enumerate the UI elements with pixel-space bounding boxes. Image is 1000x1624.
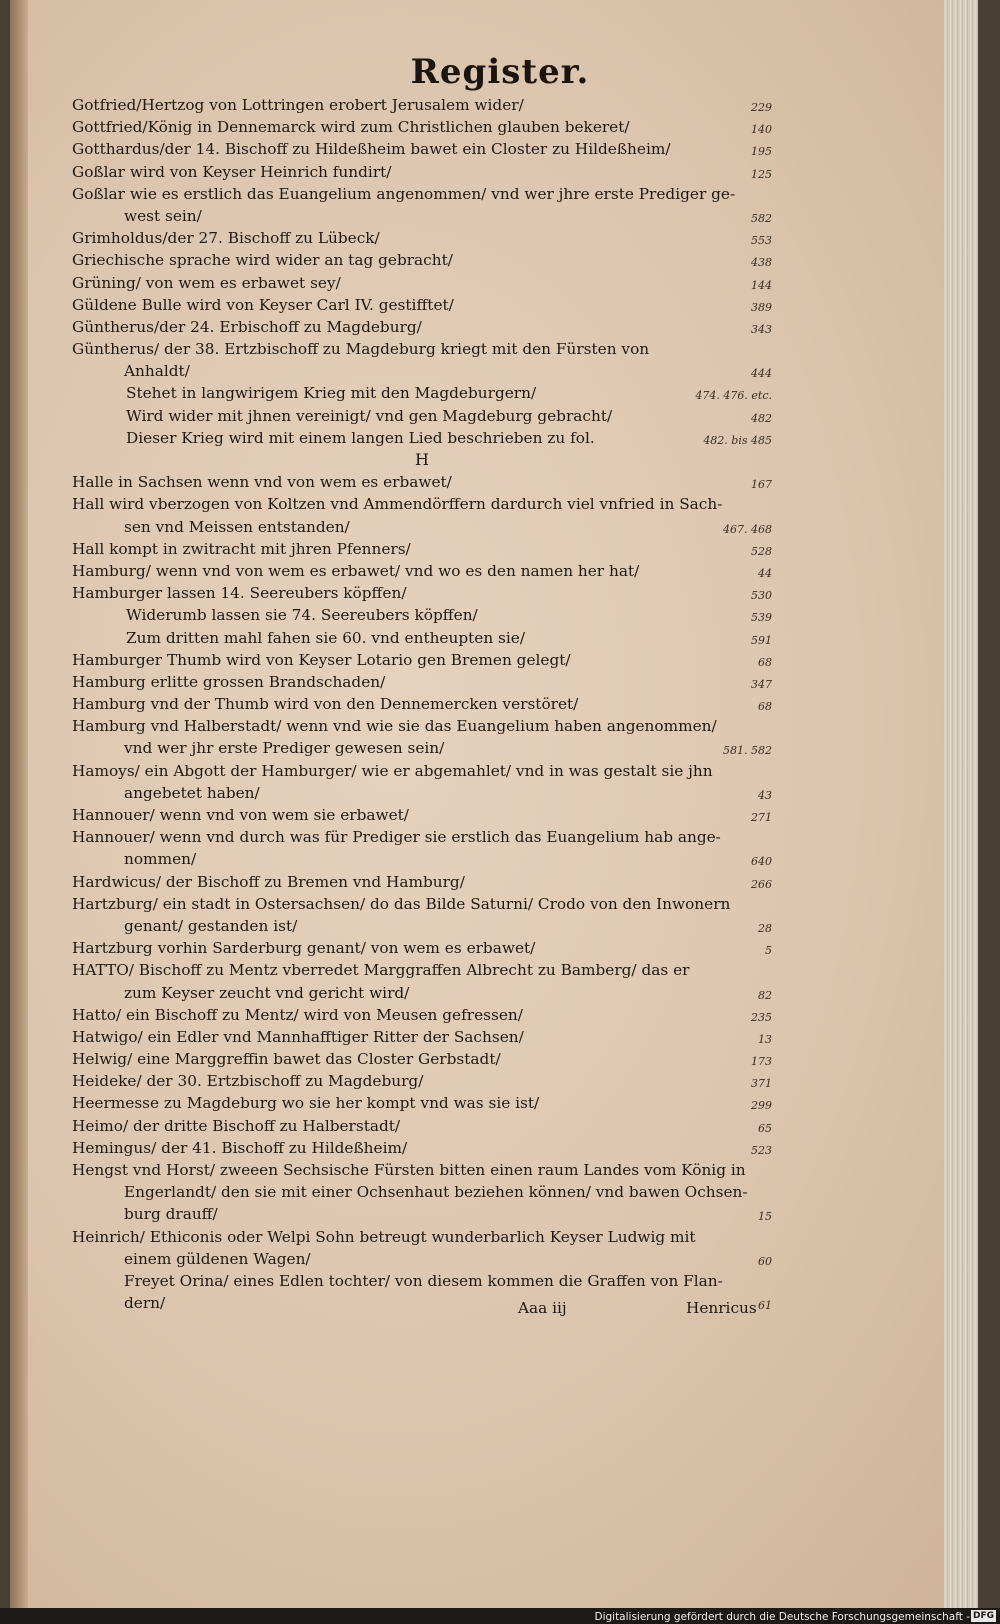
entry-text: Hengst vnd Horst/ zweeen Sechsische Fürsten bitten einen raum Landes vom König in [72,1161,746,1179]
entry-text: Heimo/ der dritte Bischoff zu Halberstadt/ [72,1116,401,1135]
footer-bar [0,1608,1000,1624]
register-entry [72,1248,772,1270]
register-entry [72,116,772,138]
entry-text: Zum dritten mahl fahen sie 60. vnd entheupten sie/ [126,628,525,647]
entry-text: Hamburg/ wenn vnd von wem es erbawet/ vnd wo es den namen her hat/ [72,561,640,580]
register-entry [72,183,772,205]
page-title: Register. [410,52,590,92]
entry-page-ref: 229 [751,101,772,114]
entry-text: Engerlandt/ den sie mit einer Ochsenhaut beziehen können/ vnd bawen Ochsen- [124,1183,748,1202]
entry-text: Hannouer/ wenn vnd durch was für Prediger sie erstlich das Euangelium hab ange- [72,828,721,847]
entry-page-ref: 528 [751,544,772,558]
entry-text: Wird wider mit jhnen vereinigt/ vnd gen Magdeburg gebracht/ [126,406,613,425]
entry-text: burg drauff/ [124,1205,218,1224]
entry-text: Gotthardus/der 14. Bischoff zu Hildeßheim bawet ein Closter zu Hildeßheim/ [72,140,671,159]
register-entry [72,871,772,893]
register-entry [72,1159,772,1181]
entry-text: Goßlar wie es erstlich das Euangelium angenommen/ vnd wer jhre erste Prediger ge- [72,184,736,203]
register-entry [72,516,772,538]
register-entry [72,760,772,782]
entry-text: Güldene Bulle wird von Keyser Carl IV. gestifftet/ [72,295,454,314]
register-entry [72,94,772,116]
entry-text: Hamoys/ ein Abgott der Hamburger/ wie er abgemahlet/ vnd in was gestalt sie jhn [72,761,713,780]
entry-page-ref: 343 [751,322,772,336]
entry-text: Hamburg vnd Halberstadt/ wenn vnd wie sie das Euangelium haben angenommen/ [72,717,717,736]
register-entry [72,249,772,271]
entry-page-ref: 371 [751,1077,772,1091]
entry-page-ref: 195 [751,145,772,159]
entry-page-ref: 61 [758,1299,772,1313]
entry-page-ref: 44 [758,566,772,580]
register-entry [72,1137,772,1159]
entry-page-ref: 60 [758,1254,772,1268]
register-entry [72,1004,772,1026]
entry-page-ref: 553 [751,234,772,248]
entry-text: Hemingus/ der 41. Bischoff zu Hildeßheim/ [72,1138,408,1157]
entry-page-ref: 235 [751,1010,772,1024]
entry-page-ref: 167 [751,478,772,492]
register-entry [72,161,772,183]
entry-text: Grimholdus/der 27. Bischoff zu Lübeck/ [72,229,380,248]
register-entry [72,1181,772,1203]
entry-text: Widerumb lassen sie 74. Seereubers köpffen/ [126,606,478,625]
entry-page-ref: 444 [751,367,772,381]
register-entry [72,715,772,737]
register-entry [72,693,772,715]
entry-text: Freyet Orina/ eines Edlen tochter/ von diesem kommen die Graffen von Flan- [124,1271,723,1290]
entry-text: Anhaldt/ [124,362,190,381]
register-entry [72,649,772,671]
entry-page-ref: 389 [751,300,772,314]
register-entry [72,1203,772,1225]
register-entry [72,1226,772,1248]
entry-text: Hamburg erlitte grossen Brandschaden/ [72,672,386,691]
register-entry [72,604,772,626]
entry-page-ref: 474. 476. etc. [695,389,772,403]
register-entry [72,1092,772,1114]
register-entry [72,893,772,915]
entry-page-ref: 482. bis 485 [703,433,772,447]
entry-page-ref: 82 [758,988,772,1002]
entry-text: Hannouer/ wenn vnd von wem sie erbawet/ [72,806,409,824]
entry-text: Hardwicus/ der Bischoff zu Bremen vnd Hamburg/ [72,872,465,891]
register-entries [72,94,772,1314]
register-entry [72,560,772,582]
register-entry [72,205,772,227]
entry-page-ref: 140 [751,123,772,137]
register-entry [72,737,772,759]
entry-page-ref: 299 [751,1099,772,1113]
entry-text: Hamburger Thumb wird von Keyser Lotario gen Bremen gelegt/ [72,650,571,669]
register-entry [72,316,772,338]
entry-text: Gotfried/Hertzog von Lottringen erobert Jerusalem wider/ [72,96,524,114]
entry-page-ref: 13 [758,1032,772,1046]
register-entry [72,582,772,604]
register-entry [72,1115,772,1137]
entry-text: Dieser Krieg wird mit einem langen Lied beschrieben zu fol. [126,428,595,447]
register-entry [72,937,772,959]
entry-page-ref: 5 [765,944,772,958]
entry-page-ref: 173 [751,1055,772,1069]
footer-credit: Digitalisierung gefördert durch die Deutsche Forschungsgemeinschaft - [594,1611,970,1623]
entry-text: vnd wer jhr erste Prediger gewesen sein/ [124,739,445,758]
entry-text: Hatto/ ein Bischoff zu Mentz/ wird von Meusen gefressen/ [72,1005,523,1024]
entry-page-ref: 482 [751,411,772,425]
entry-page-ref: 43 [758,788,772,802]
entry-text: nommen/ [124,850,197,869]
register-entry [72,804,772,826]
register-entry [72,959,772,981]
page-edges [944,0,978,1608]
entry-page-ref: 467. 468 [723,522,772,536]
register-entry [72,338,772,360]
register-entry [72,627,772,649]
entry-text: Hall wird vberzogen von Koltzen vnd Ammendörffern dardurch viel vnfried in Sach- [72,495,723,514]
register-entry [72,826,772,848]
entry-page-ref: 68 [758,700,772,714]
entry-text: Hartzburg vorhin Sarderburg genant/ von wem es erbawet/ [72,939,536,958]
entry-text: Halle in Sachsen wenn vnd von wem es erbawet/ [72,473,452,492]
entry-text: Gottfried/König in Dennemarck wird zum Christlichen glauben bekeret/ [72,118,630,137]
register-entry [72,427,772,449]
entry-text: Heideke/ der 30. Ertzbischoff zu Magdeburg/ [72,1072,424,1091]
register-entry [72,272,772,294]
entry-text: Güntherus/der 24. Erbischoff zu Magdeburg/ [72,317,422,336]
entry-text: Güntherus/ der 38. Ertzbischoff zu Magdeburg kriegt mit den Fürsten von [72,340,650,359]
entry-text: Grüning/ von wem es erbawet sey/ [72,273,341,292]
entry-page-ref: 68 [758,655,772,669]
entry-page-ref: 15 [758,1210,772,1224]
register-entry [72,471,772,493]
entry-text: Hartzburg/ ein stadt in Ostersachsen/ do das Bilde Saturni/ Crodo von den Inwonern [72,894,731,913]
register-entry [72,405,772,427]
entry-page-ref: 591 [751,633,772,647]
entry-page-ref: 539 [751,611,772,625]
register-entry [72,1292,772,1314]
entry-page-ref: 125 [751,167,772,181]
register-entry [72,538,772,560]
entry-text: angebetet haben/ [124,783,260,802]
entry-page-ref: 523 [751,1143,772,1157]
entry-text: zum Keyser zeucht vnd gericht wird/ [124,983,410,1002]
register-entry [72,848,772,870]
entry-page-ref: 271 [751,811,772,824]
register-entry [72,782,772,804]
entry-text: einem güldenen Wagen/ [124,1249,311,1268]
entry-text: Heermesse zu Magdeburg wo sie her kompt vnd was sie ist/ [72,1094,540,1113]
register-entry [72,915,772,937]
book-page [10,0,978,1608]
entry-page-ref: 438 [751,256,772,270]
register-entry [72,1026,772,1048]
register-entry [72,671,772,693]
entry-text: H [415,450,429,469]
entry-text: Hatwigo/ ein Edler vnd Mannhafftiger Ritter der Sachsen/ [72,1027,524,1046]
register-entry [72,1070,772,1092]
entry-text: Goßlar wird von Keyser Heinrich fundirt/ [72,162,392,181]
register-entry [72,360,772,382]
register-entry [72,1270,772,1292]
entry-page-ref: 266 [751,877,772,891]
register-entry [72,982,772,1004]
entry-page-ref: 347 [751,677,772,691]
entry-text: HATTO/ Bischoff zu Mentz vberredet Marggraffen Albrecht zu Bamberg/ das er [72,961,690,980]
entry-text: Hamburger lassen 14. Seereubers köpffen/ [72,584,407,603]
entry-text: Stehet in langwirigem Krieg mit den Magdeburgern/ [126,384,537,403]
entry-page-ref: 581. 582 [723,744,772,758]
entry-page-ref: 640 [751,855,772,869]
signature-mark: Aaa iij [518,1299,567,1317]
register-entry [72,382,772,404]
register-entry [72,493,772,515]
register-entry [72,138,772,160]
entry-text: dern/ [124,1294,166,1313]
register-entry [72,227,772,249]
entry-page-ref: 65 [758,1121,772,1135]
entry-text: Griechische sprache wird wider an tag gebracht/ [72,251,453,270]
entry-text: Helwig/ eine Marggreffin bawet das Closter Gerbstadt/ [72,1050,501,1069]
book-gutter [10,0,28,1608]
entry-text: Heinrich/ Ethiconis oder Welpi Sohn betreugt wunderbarlich Keyser Ludwig mit [72,1227,696,1246]
entry-text: west sein/ [124,206,202,225]
entry-page-ref: 28 [758,921,772,935]
register-entry [72,1048,772,1070]
dfg-logo: DFG [972,1611,994,1621]
register-entry [72,294,772,316]
catchword: Henricus [686,1299,757,1317]
entry-text: Hamburg vnd der Thumb wird von den Dennemercken verstöret/ [72,695,579,714]
entry-page-ref: 582 [751,211,772,225]
entry-text: genant/ gestanden ist/ [124,916,298,935]
entry-page-ref: 144 [751,278,772,292]
entry-page-ref: 530 [751,589,772,603]
entry-text: Hall kompt in zwitracht mit jhren Pfenners/ [72,539,411,558]
section-letter [72,449,772,471]
entry-text: sen vnd Meissen entstanden/ [124,517,350,536]
